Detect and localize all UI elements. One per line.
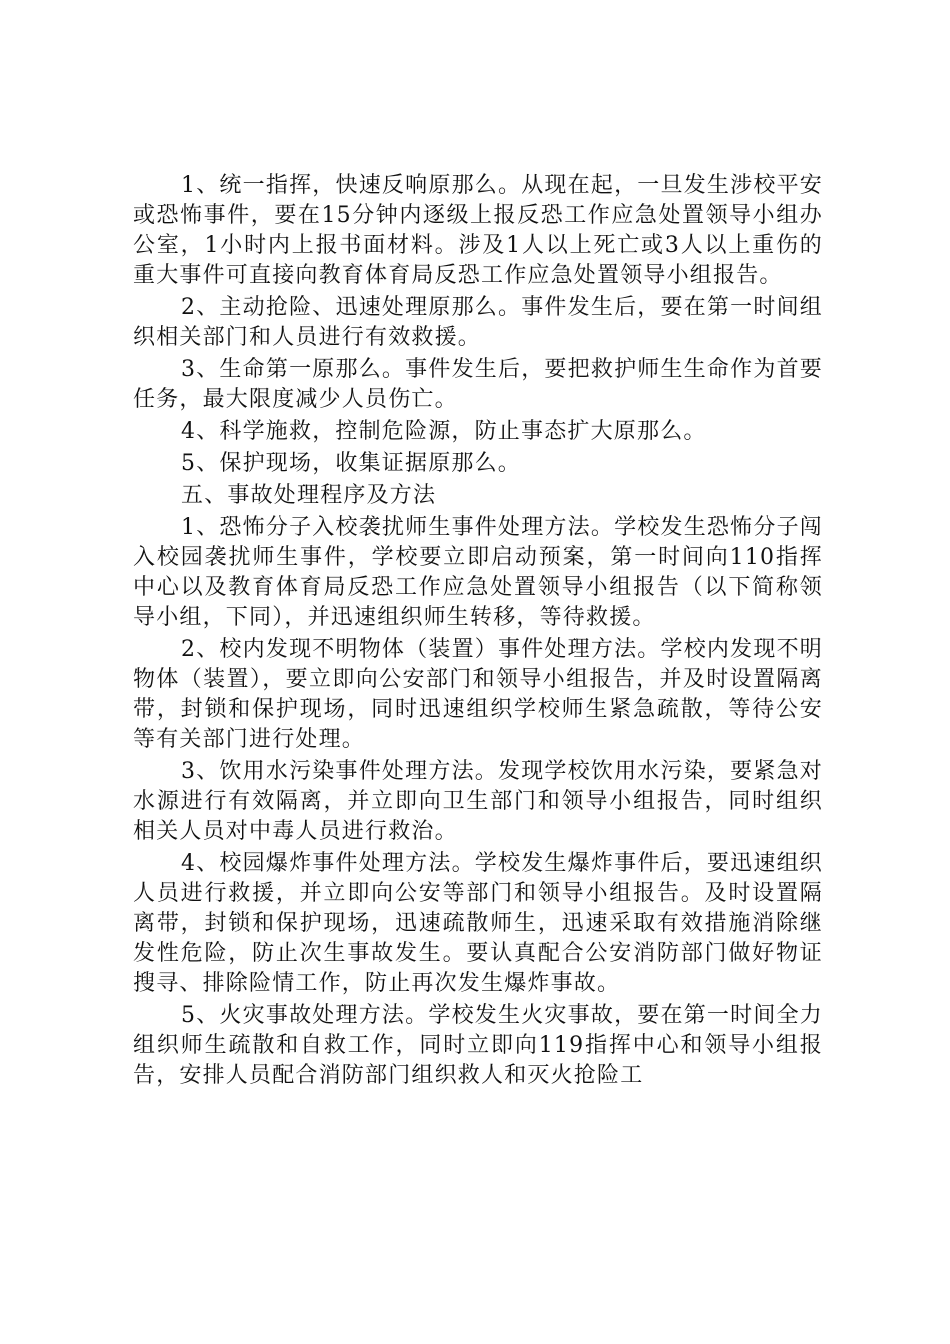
paragraph-procedure-4: 4、校园爆炸事件处理方法。学校发生爆炸事件后，要迅速组织人员进行救援，并立即向公安等部门和领导小组报告。及时设置隔离带，封锁和保护现场，迅速疏散师生，迅速采取有效措施消除继发性危险，防止次生事故发生。要认真配合公安消防部门做好物证搜寻、排除险情工作，防止再次发生爆炸事故。 [133,851,823,996]
paragraph-principle-1: 1、统一指挥，快速反响原那么。从现在起，一旦发生涉校平安或恐怖事件，要在15分钟内逐级上报反恐工作应急处置领导小组办公室，1小时内上报书面材料。涉及1人以上死亡或3人以上重伤的重大事件可直接向教育体育局反恐工作应急处置领导小组报告。 [133,173,823,288]
paragraph-principle-2: 2、主动抢险、迅速处理原那么。事件发生后，要在第一时间组织相关部门和人员进行有效救援。 [133,295,823,350]
paragraph-procedure-5: 5、火灾事故处理方法。学校发生火灾事故，要在第一时间全力组织师生疏散和自救工作，同时立即向119指挥中心和领导小组报告，安排人员配合消防部门组织救人和灭火抢险工 [133,1003,823,1088]
paragraph-principle-3: 3、生命第一原那么。事件发生后，要把救护师生生命作为首要任务，最大限度减少人员伤亡。 [133,357,823,412]
paragraph-principle-5: 5、保护现场，收集证据原那么。 [181,451,521,476]
section-heading: 五、事故处理程序及方法 [181,483,437,508]
paragraph-procedure-2: 2、校内发现不明物体（装置）事件处理方法。学校内发现不明物体（装置），要立即向公安部门和领导小组报告，并及时设置隔离带，封锁和保护现场，同时迅速组织学校师生紧急疏散，等待公安等有关部门进行处理。 [133,637,823,752]
paragraph-principle-4: 4、科学施救，控制危险源，防止事态扩大原那么。 [181,419,707,444]
paragraph-procedure-3: 3、饮用水污染事件处理方法。发现学校饮用水污染，要紧急对水源进行有效隔离，并立即向卫生部门和领导小组报告，同时组织相关人员对中毒人员进行救治。 [133,759,823,844]
document-body [133,171,823,1093]
paragraph-procedure-1: 1、恐怖分子入校袭扰师生事件处理方法。学校发生恐怖分子闯入校园袭扰师生事件，学校要立即启动预案，第一时间向110指挥中心以及教育体育局反恐工作应急处置领导小组报告（以下简称领导小组，下同），并迅速组织师生转移，等待救援。 [133,515,823,630]
